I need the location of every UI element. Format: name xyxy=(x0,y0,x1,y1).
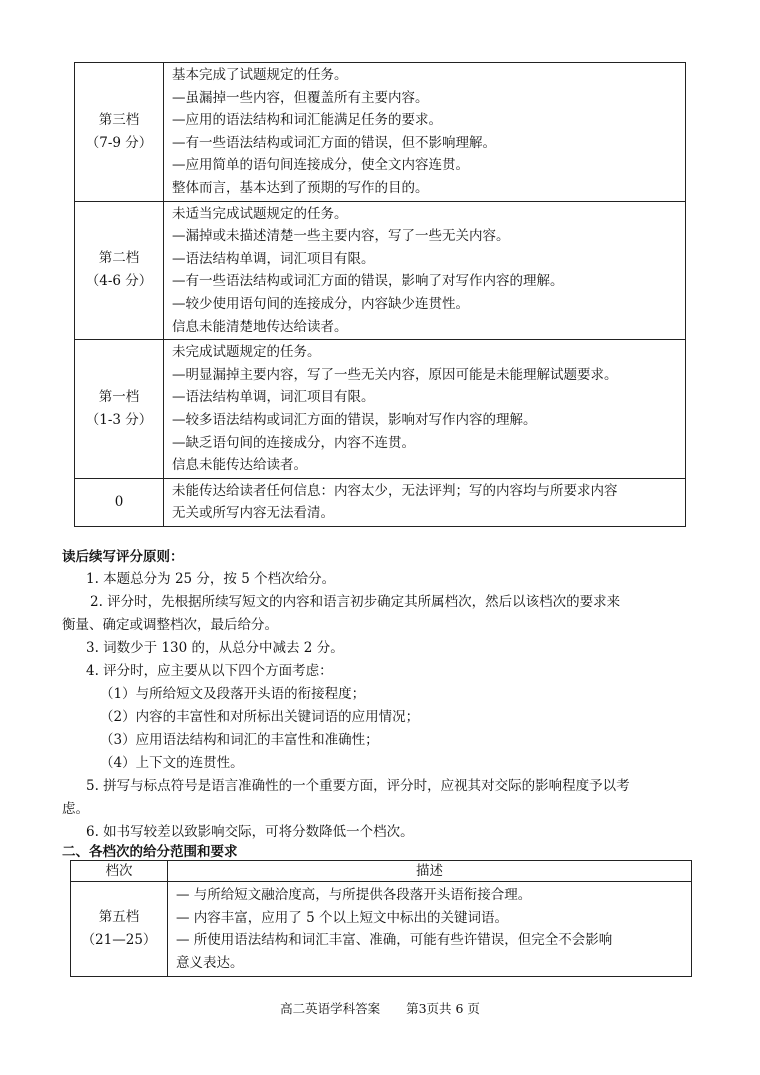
description-line: —明显漏掉主要内容，写了一些无关内容，原因可能是未能理解试题要求。 xyxy=(172,366,618,383)
description-line: —语法结构单调，词汇项目有限。 xyxy=(172,250,375,267)
level-score: （1-3 分） xyxy=(85,411,153,428)
rule-line: 虑。 xyxy=(62,801,89,817)
level-cell xyxy=(75,340,164,479)
level-name: 第五档 xyxy=(98,909,140,926)
rule-line: 4. 评分时，应主要从以下四个方面考虑： xyxy=(86,663,333,679)
description-line: 基本完成了试题规定的任务。 xyxy=(172,67,348,83)
section-heading-score-ranges: 二、各档次的给分范围和要求 xyxy=(62,844,238,860)
description-line: — 与所给短文融洽度高，与所提供各段落开头语衔接合理。 xyxy=(176,887,532,903)
description-line: 未完成试题规定的任务。 xyxy=(172,344,321,361)
level-name: 第二档 xyxy=(98,250,140,267)
description-line: —较多语法结构或词汇方面的错误，影响对写作内容的理解。 xyxy=(172,411,537,428)
level-score: （7-9 分） xyxy=(85,134,153,151)
rule-line: 3. 词数少于 130 的，从总分中减去 2 分。 xyxy=(86,640,344,656)
description-line: —语法结构单调，词汇项目有限。 xyxy=(172,389,375,406)
description-line: —有一些语法结构或词汇方面的错误，但不影响理解。 xyxy=(172,134,496,151)
rule-line: 衡量、确定或调整档次，最后给分。 xyxy=(62,617,278,633)
description-line: 无关或所写内容无法看清。 xyxy=(172,505,334,522)
rule-line: （2）内容的丰富性和对所标出关键词语的应用情况； xyxy=(100,709,420,725)
description-line: — 内容丰富，应用了 5 个以上短文中标出的关键词语。 xyxy=(176,909,508,926)
description-line: 未适当完成试题规定的任务。 xyxy=(172,205,348,222)
description-cell xyxy=(164,201,686,340)
description-line: 信息未能清楚地传达给读者。 xyxy=(172,318,348,335)
table-row xyxy=(75,201,686,340)
footer-page-number: 第3页共 6 页 xyxy=(406,1001,480,1016)
description-line: —较少使用语句间的连接成分，内容缺少连贯性。 xyxy=(172,295,469,312)
rule-line: （1）与所给短文及段落开头语的衔接程度； xyxy=(100,686,366,702)
scoring-table-1 xyxy=(74,62,686,527)
level-name: 0 xyxy=(114,493,124,510)
level-name: 第三档 xyxy=(98,111,140,128)
table-row xyxy=(75,63,686,202)
description-line: —应用的语法结构和词汇能满足任务的要求。 xyxy=(172,112,442,129)
description-line: 意义表达。 xyxy=(176,954,244,971)
section-heading-continuation-writing: 读后续写评分原则： xyxy=(62,549,184,565)
description-line: — 所使用语法结构和词汇丰富、准确，可能有些许错误，但完全不会影响 xyxy=(176,932,613,949)
level-name: 第一档 xyxy=(98,388,140,405)
level-score: （21—25） xyxy=(81,932,157,949)
table-row xyxy=(75,478,686,526)
column-header-description: 描述 xyxy=(168,861,692,882)
table-row xyxy=(71,882,692,977)
rule-line: 1. 本题总分为 25 分，按 5 个档次给分。 xyxy=(86,571,336,587)
description-line: 信息未能传达给读者。 xyxy=(172,457,307,474)
description-line: —虽漏掉一些内容，但覆盖所有主要内容。 xyxy=(172,89,429,106)
level-cell xyxy=(75,478,164,526)
column-header-level: 档次 xyxy=(71,861,168,882)
level-score: （4-6 分） xyxy=(85,273,153,290)
rule-line: 2. 评分时，先根据所续写短文的内容和语言初步确定其所属档次，然后以该档次的要求来 xyxy=(90,594,621,610)
description-line: 整体而言，基本达到了预期的写作的目的。 xyxy=(172,179,429,196)
page-footer xyxy=(0,999,760,1017)
description-line: —缺乏语句间的连接成分，内容不连贯。 xyxy=(172,434,415,451)
level-cell xyxy=(71,882,168,977)
description-line: —应用简单的语句间连接成分，使全文内容连贯。 xyxy=(172,157,469,174)
table-header-row xyxy=(71,861,692,882)
description-line: —有一些语法结构或词汇方面的错误，影响了对写作内容的理解。 xyxy=(172,273,564,290)
scoring-table-2 xyxy=(70,860,692,977)
rule-line: 5. 拼写与标点符号是语言准确性的一个重要方面，评分时，应视其对交际的影响程度予以考 xyxy=(86,778,630,794)
description-cell xyxy=(164,478,686,526)
rule-line: （4）上下文的连贯性。 xyxy=(100,755,244,771)
description-cell xyxy=(168,882,692,977)
description-cell xyxy=(164,63,686,202)
rule-line: 6. 如书写较差以致影响交际，可将分数降低一个档次。 xyxy=(86,824,414,840)
level-cell xyxy=(75,63,164,202)
description-cell xyxy=(164,340,686,479)
level-cell xyxy=(75,201,164,340)
table-row xyxy=(75,340,686,479)
footer-subject: 高二英语学科答案 xyxy=(280,1001,381,1016)
scoring-rules xyxy=(62,568,702,844)
rule-line: （3）应用语法结构和词汇的丰富性和准确性； xyxy=(100,732,379,748)
description-line: 未能传达给读者任何信息：内容太少，无法评判；写的内容均与所要求内容 xyxy=(172,482,618,499)
description-line: —漏掉或未描述清楚一些主要内容，写了一些无关内容。 xyxy=(172,228,510,245)
